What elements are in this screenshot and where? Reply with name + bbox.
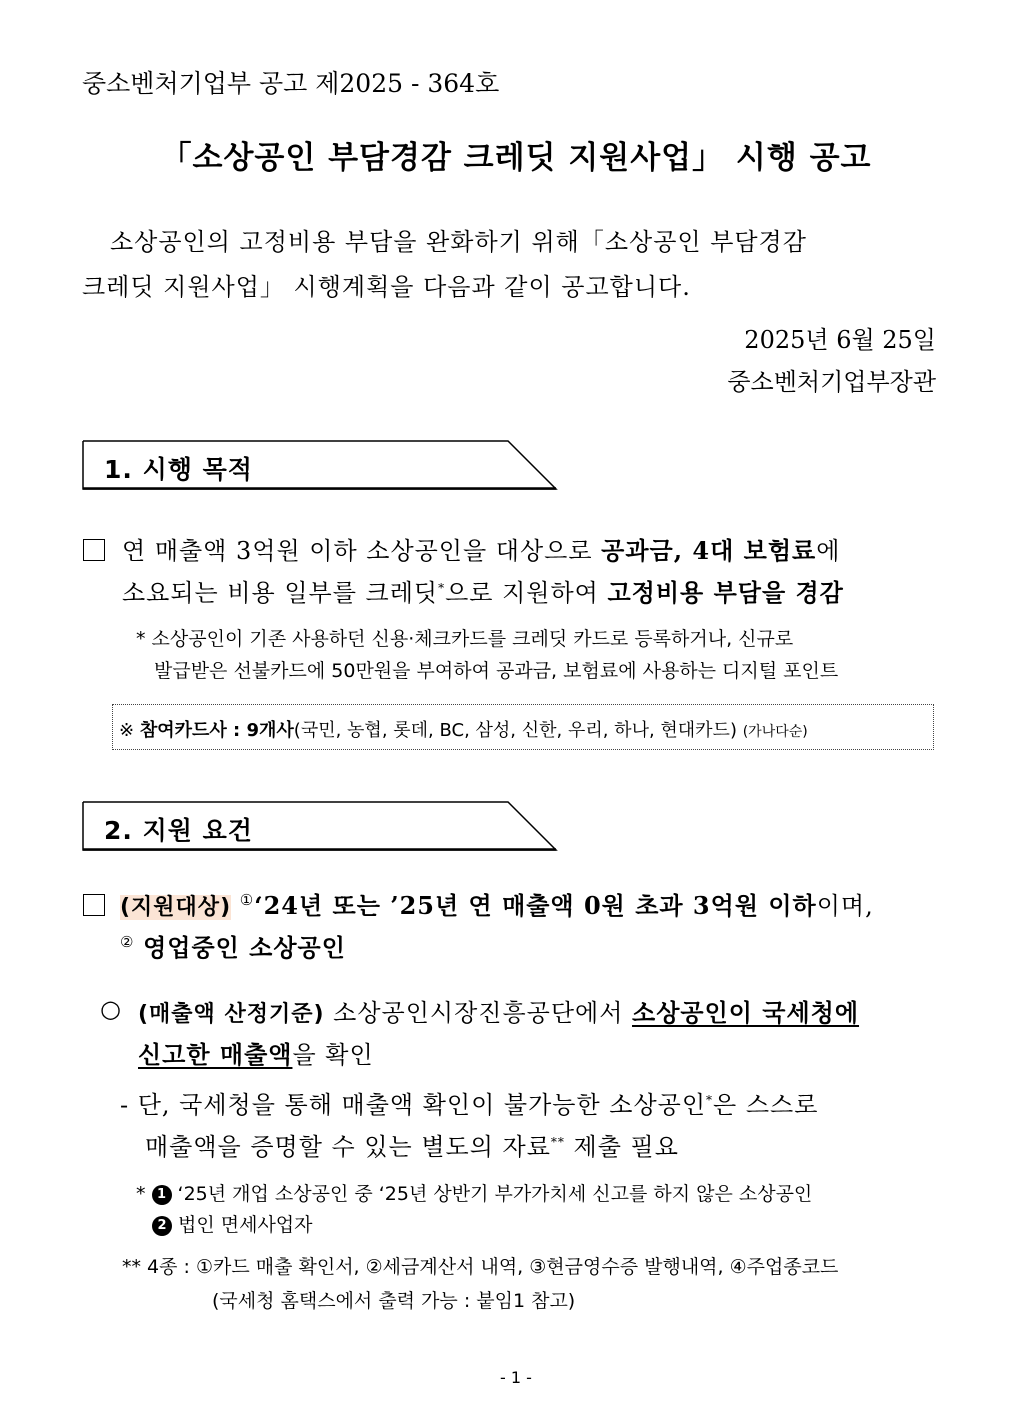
card-issuers-order-note: (가나다순) — [742, 724, 808, 740]
bullet-icon: ○ — [100, 995, 122, 1023]
criteria-underlined: 신고한 매출액 — [138, 1040, 293, 1069]
card-issuers-text — [119, 716, 808, 742]
note-text: ‘25년 개업 소상공인 중 ‘25년 상반기 부가가치세 신고를 하지 않은 소상공인 — [177, 1183, 813, 1205]
exception-text: - 단, 국세청을 통해 매출액 확인이 불가능한 소상공인 — [120, 1091, 707, 1119]
criteria-line-2 — [138, 1035, 374, 1070]
documents-note-line-1: ** 4종 : ①카드 매출 확인서, ②세금계산서 내역, ③현금영수증 발행내역, ④주업종코드 — [122, 1256, 839, 1278]
footnote-marker: * — [706, 1093, 714, 1107]
footnote-marker: * — [438, 581, 446, 595]
exception-text: 매출액을 증명할 수 있는 별도의 자료 — [145, 1133, 551, 1161]
documents-note-line-2: (국세청 홈택스에서 출력 가능 : 붙임1 참고) — [212, 1290, 576, 1312]
card-issuers-list: (국민, 농협, 롯데, BC, 삼성, 신한, 우리, 하나, 현대카드) — [293, 720, 743, 741]
notice-date: 2025년 6월 25일 — [744, 326, 936, 354]
criteria-label: (매출액 산정기준) — [138, 1002, 325, 1027]
purpose-note-line-1: * 소상공인이 기존 사용하던 신용·체크카드를 크레딧 카드로 등록하거나, 신규로 — [136, 628, 794, 650]
purpose-text: 으로 지원하여 — [445, 579, 608, 607]
checkbox-icon — [83, 894, 105, 916]
purpose-text: 소요되는 비용 일부를 크레딧 — [122, 579, 439, 607]
exception-text: 은 스스로 — [713, 1091, 819, 1119]
exception-line-1 — [120, 1085, 818, 1120]
purpose-note-line-2: 발급받은 선불카드에 50만원을 부여하여 공과금, 보험료에 사용하는 디지털 포인트 — [154, 660, 839, 682]
issuer: 중소벤처기업부장관 — [727, 368, 936, 396]
purpose-line-2 — [122, 573, 844, 608]
notice-number: 중소벤처기업부 공고 제2025 - 364호 — [82, 69, 500, 98]
numbered-circle-icon: 2 — [152, 1216, 172, 1236]
target-condition-1: ‘24년 또는 ’25년 연 매출액 0원 초과 3억원 이하 — [254, 891, 817, 920]
purpose-line-1 — [122, 531, 840, 566]
document-title: 「소상공인 부담경감 크레딧 지원사업」 시행 공고 — [160, 140, 872, 176]
numbered-circle-icon: 1 — [152, 1185, 172, 1205]
target-line-1 — [120, 886, 874, 921]
intro-line-1: 소상공인의 고정비용 부담을 완화하기 위해「소상공인 부담경감 — [110, 228, 807, 256]
exception-note-2 — [152, 1210, 313, 1237]
criteria-line-1 — [138, 993, 859, 1028]
section1-heading-label: 1. 시행 목적 — [104, 455, 253, 484]
purpose-bold-text: 공과금, 4대 보험료 — [601, 536, 817, 565]
footnote-marker: ** — [550, 1135, 565, 1149]
reference-mark: ※ — [119, 720, 140, 741]
criteria-text: 소상공인시장진흥공단에서 — [324, 999, 633, 1027]
purpose-text: 연 매출액 3억원 이하 소상공인을 대상으로 — [122, 537, 602, 565]
card-issuers-label: 참여카드사 : 9개사 — [139, 720, 294, 741]
card-issuers-box — [112, 704, 934, 750]
target-condition-2: 영업중인 소상공인 — [143, 933, 346, 962]
purpose-text: 에 — [816, 537, 841, 565]
circled-number: ② — [120, 933, 135, 951]
section1-heading — [82, 440, 558, 490]
section2-heading — [82, 801, 558, 851]
target-text: 이며, — [816, 892, 874, 920]
checkbox-icon — [83, 539, 105, 561]
exception-line-2 — [145, 1127, 679, 1162]
circled-number: ① — [239, 891, 255, 909]
footnote-marker: * — [136, 1183, 146, 1205]
note-text: 법인 면세사업자 — [178, 1214, 313, 1236]
intro-line-2: 크레딧 지원사업」 시행계획을 다음과 같이 공고합니다. — [82, 273, 691, 301]
criteria-underlined: 소상공인이 국세청에 — [632, 998, 860, 1027]
target-line-2 — [120, 928, 346, 963]
section2-heading-label: 2. 지원 요건 — [104, 816, 253, 845]
exception-note-1 — [136, 1179, 812, 1206]
purpose-bold-text: 고정비용 부담을 경감 — [607, 578, 844, 607]
criteria-text: 을 확인 — [292, 1041, 374, 1069]
page-number: - 1 - — [500, 1368, 532, 1387]
exception-text: 제출 필요 — [564, 1133, 679, 1161]
target-label: (지원대상) — [120, 895, 232, 920]
